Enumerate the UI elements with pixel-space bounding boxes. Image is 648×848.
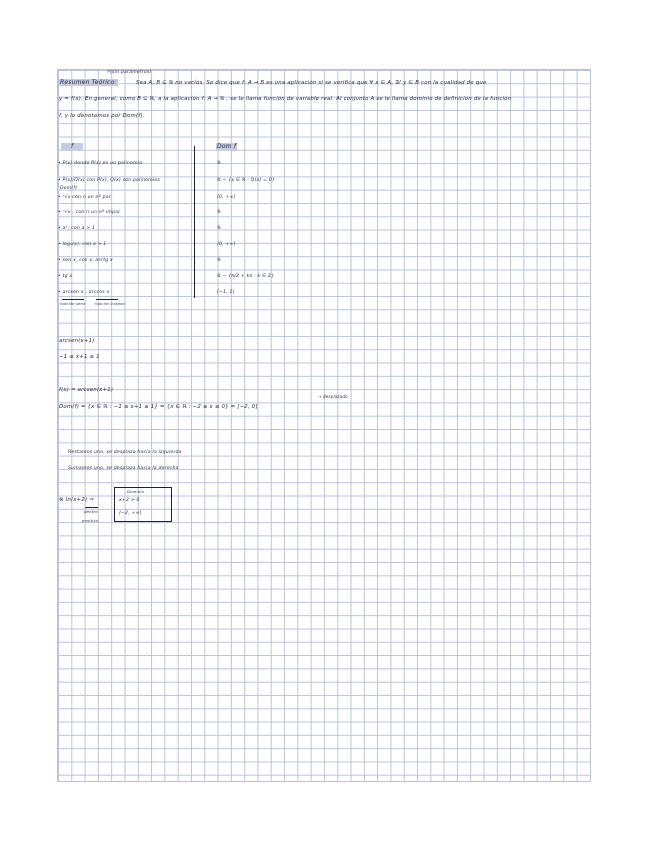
table-row-f: • P(x) donde P(x) es un polinomio (58, 161, 143, 166)
table-row-dom: ℝ (217, 258, 221, 263)
header-line-2: y = f(x). En general, como B ⊆ ℝ, a la aplicación f: A → ℝ , se le llama función de variable real. Al conjunto A se le llama dominio de definición de la función (59, 96, 512, 102)
domain-box (114, 487, 172, 522)
header-line-3: f, y lo denotamos por Dom(f). (59, 113, 145, 119)
example3-expression: ⊗ ln(x+2) ⇒ (59, 497, 94, 503)
table-row-f: • aˣ, con a > 1 (58, 226, 96, 231)
table-header-f: f (61, 143, 83, 150)
table-row-dom: [−1, 1] (217, 290, 235, 295)
header-annotation: ↗(sin parámetros) (106, 70, 152, 75)
header-line-1: Sea A, B ⊆ ℝ no vacíos. Se dice que f: A → B es una aplicación si se verifica que ∀ x ∈ A, ∃! y ∈ B con la cualidad de que (136, 80, 487, 86)
table-row-f: • P(x)/Q(x) con P(x), Q(x) son polinomios (58, 178, 160, 183)
header-title: Resumen Teórico: (60, 79, 117, 86)
table-row-dom: ℝ (217, 161, 221, 166)
table-divider (194, 146, 195, 298)
table-row-f: • ⁿ√x con n un nº par (58, 195, 111, 200)
example1-line2: −1 ≤ x+1 ≤ 1 (59, 354, 100, 360)
table-row-dom: [0, +∞[ (217, 195, 236, 200)
table-row-f-note: Dom(f) (60, 186, 78, 191)
table-row-f: • arcsen x , arccos x (58, 290, 110, 295)
underline (96, 299, 118, 300)
domain-box-line2: ]−2, +∞[ (119, 511, 142, 516)
domain-box-line1: x+2 > 0 (119, 498, 140, 503)
example2-line1: f(x) = arcsen(x+1) (59, 387, 114, 393)
example2-arrow-note: → desplazado (318, 394, 348, 399)
domain-box-label: Dominio (127, 489, 145, 494)
graph-paper-grid (57, 69, 591, 782)
table-row-dom: ℝ (217, 226, 221, 231)
example3-under2: positivo (82, 518, 99, 523)
table-row-f: • tg x (58, 274, 73, 279)
remark-line1: Restamos uno, se desplaza hacia la izquierda (68, 450, 182, 455)
example2-line2: Dom(f) = {x ∈ ℝ : −1 ≤ x+1 ≤ 1} = {x ∈ ℝ : −2 ≤ x ≤ 0} = [−2, 0] (59, 404, 258, 410)
table-row-dom: ℝ − {x ∈ ℝ : Q(x) = 0} (217, 178, 276, 183)
example3-under1: dentro (84, 509, 98, 514)
table-row-dom: ℝ − {π/2 + kπ : k ∈ ℤ} (217, 274, 275, 279)
underline (62, 299, 84, 300)
table-row-dom: ]0, +∞[ (217, 242, 236, 247)
example1-line1: arcsen(x+1) (59, 338, 95, 344)
table-header-dom: Dom f (217, 143, 237, 150)
underline (85, 507, 98, 508)
table-row-f: • logₐ(x), con a > 1 (58, 242, 107, 247)
remark-line2: Sumamos uno, se desplaza hacia la derecha (68, 466, 179, 471)
table-row-f: • ⁿ√x , con n un nº impar (58, 210, 121, 215)
table-row-dom: ℝ (217, 210, 221, 215)
row-sub-left: función seno (60, 302, 86, 306)
row-sub-right: función coseno (95, 302, 125, 306)
table-row-f: • sen x, cos x, arctg x (58, 258, 113, 263)
